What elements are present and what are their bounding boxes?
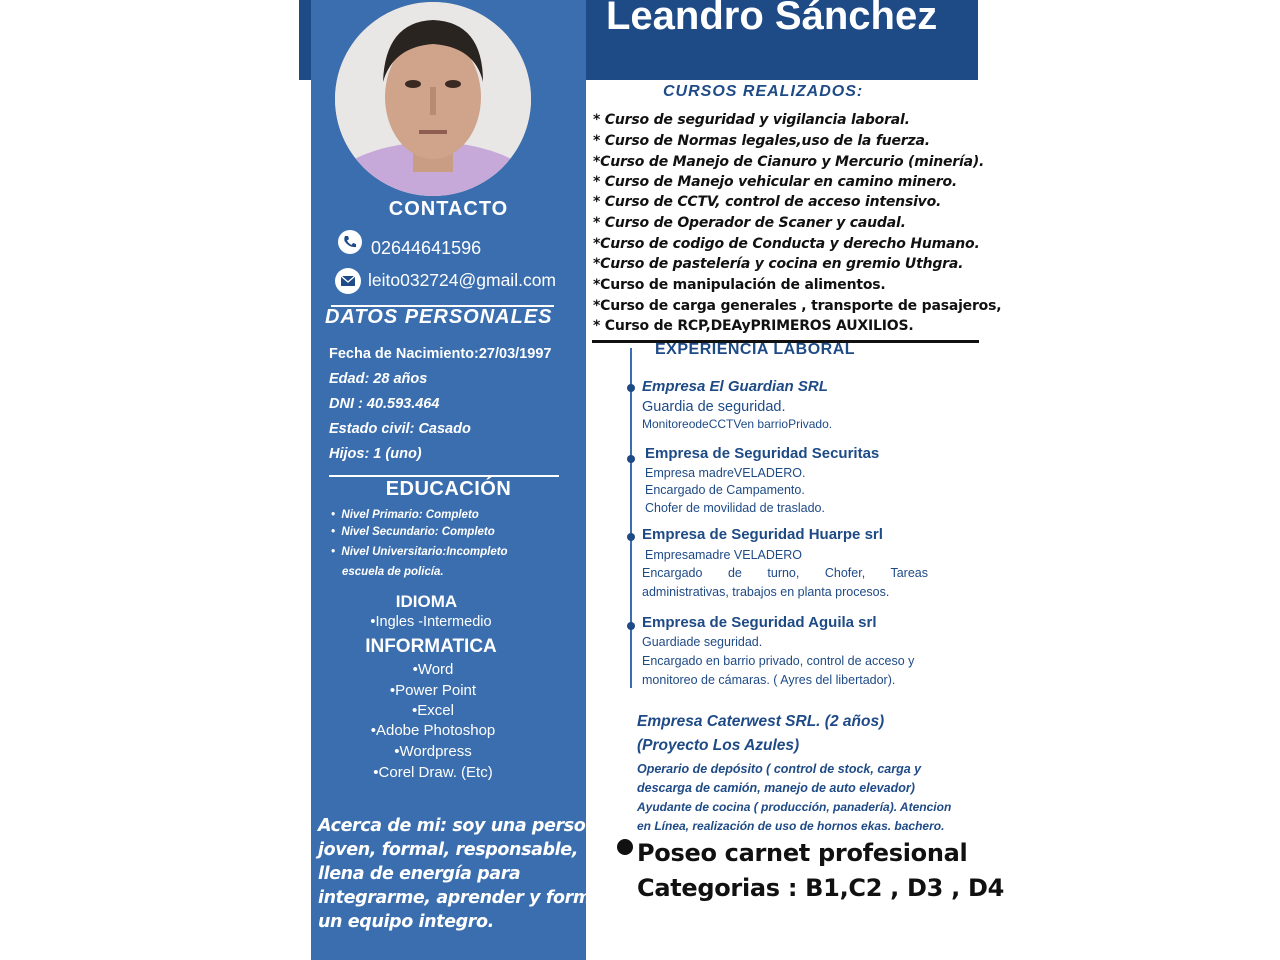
job-line: Encargado de Campamento.	[645, 483, 805, 497]
bullet-icon	[627, 455, 635, 463]
dni: DNI : 40.593.464	[329, 396, 440, 412]
caterwest-line: Ayudante de cocina ( producción, panadería). Atencion	[637, 800, 952, 814]
job-line: Empresa madreVELADERO.	[645, 466, 806, 480]
person-name: Leandro Sánchez	[606, 0, 938, 38]
job-line: administrativas, trabajos en planta procesos.	[642, 585, 890, 599]
language-item: •Ingles -Intermedio	[370, 614, 492, 630]
about-me: Acerca de mi: soy una persona joven, formal, responsable, llena de energía para integrarme, aprender y formar un equipo integro.	[318, 816, 611, 932]
bullet-icon	[627, 384, 635, 392]
experience-title: EXPERIENCIA LABORAL	[655, 341, 856, 358]
course-item: * Curso de Manejo vehicular en camino minero.	[593, 174, 957, 190]
courses-title: CURSOS REALIZADOS:	[663, 83, 864, 100]
children: Hijos: 1 (uno)	[329, 446, 422, 462]
age: Edad: 28 años	[329, 371, 428, 387]
informatica-item: •Corel Draw. (Etc)	[373, 764, 493, 781]
education-title: EDUCACIÓN	[385, 478, 512, 500]
job-line: Guardia de seguridad.	[642, 399, 786, 415]
course-item: * Curso de Operador de Scaner y caudal.	[593, 215, 906, 231]
course-item: * Curso de CCTV, control de acceso intensivo.	[593, 194, 942, 210]
profile-photo	[335, 2, 531, 196]
education-extra: escuela de policía.	[342, 566, 444, 578]
informatica-item: •Word	[412, 661, 454, 678]
course-item: * Curso de RCP,DEAyPRIMEROS AUXILIOS.	[593, 318, 914, 334]
informatica-item: •Adobe Photoshop	[370, 722, 496, 739]
course-item: * Curso de Normas legales,uso de la fuerza.	[593, 133, 930, 149]
bullet-icon	[627, 533, 635, 541]
job-company: Empresa de Seguridad Securitas	[645, 445, 880, 462]
informatica-title: INFORMATICA	[365, 636, 497, 657]
informatica-item: •Excel	[412, 702, 454, 719]
informatica-item: •Power Point	[389, 682, 477, 699]
datos-title: DATOS PERSONALES	[325, 306, 553, 328]
job-line: Encargado de turno, Chofer, Tareas	[642, 566, 928, 580]
timeline-line	[630, 348, 632, 688]
caterwest-title: Empresa Caterwest SRL. (2 años)	[637, 713, 885, 730]
job-line: Encargado en barrio privado, control de acceso y	[642, 654, 915, 668]
course-item: *Curso de manipulación de alimentos.	[593, 277, 886, 293]
mail-icon	[335, 268, 361, 294]
bullet-icon	[617, 839, 633, 855]
job-company: Empresa de Seguridad Aguila srl	[642, 614, 877, 631]
contact-title: CONTACTO	[388, 198, 509, 220]
caterwest-line: descarga de camión, manejo de auto elevador)	[637, 781, 915, 795]
education-item: • Nivel Universitario:Incompleto	[331, 546, 508, 558]
caterwest-line: en Línea, realización de uso de hornos ekas. bachero.	[637, 819, 945, 833]
course-item: * Curso de seguridad y vigilancia laboral.	[593, 112, 910, 128]
carnet-line: Poseo carnet profesional	[637, 839, 968, 867]
job-line: Guardiade seguridad.	[642, 635, 763, 649]
caterwest-subtitle: (Proyecto Los Azules)	[637, 737, 800, 754]
birth-date: Fecha de Nacimiento:27/03/1997	[329, 346, 552, 362]
job-line: Empresamadre VELADERO	[645, 548, 803, 562]
job-line: monitoreo de cámaras. ( Ayres del libertador).	[642, 673, 896, 687]
course-item: *Curso de codigo de Conducta y derecho Humano.	[593, 236, 980, 252]
caterwest-line: Operario de depósito ( control de stock, carga y	[637, 762, 922, 776]
job-company: Empresa de Seguridad Huarpe srl	[642, 526, 883, 543]
informatica-item: •Wordpress	[394, 743, 472, 760]
course-item: *Curso de carga generales , transporte de pasajeros,	[593, 298, 1002, 314]
education-item: • Nivel Primario: Completo	[331, 509, 479, 521]
bullet-icon	[627, 622, 635, 630]
language-title: IDIOMA	[395, 592, 458, 611]
email-address[interactable]: leito032724@gmail.com	[368, 270, 557, 290]
job-line: MonitoreodeCCTVen barrioPrivado.	[642, 417, 833, 431]
education-item: • Nivel Secundario: Completo	[331, 526, 495, 538]
carnet-categories: Categorias : B1,C2 , D3 , D4	[637, 874, 1004, 902]
phone-icon	[338, 230, 362, 254]
civil-status: Estado civil: Casado	[329, 421, 471, 437]
job-line: Chofer de movilidad de traslado.	[645, 501, 825, 515]
divider	[329, 475, 559, 477]
course-item: *Curso de pastelería y cocina en gremio Uthgra.	[593, 256, 964, 272]
job-company: Empresa El Guardian SRL	[642, 378, 828, 395]
course-item: *Curso de Manejo de Cianuro y Mercurio (minería).	[593, 154, 985, 170]
phone-number[interactable]: 02644641596	[371, 238, 482, 258]
